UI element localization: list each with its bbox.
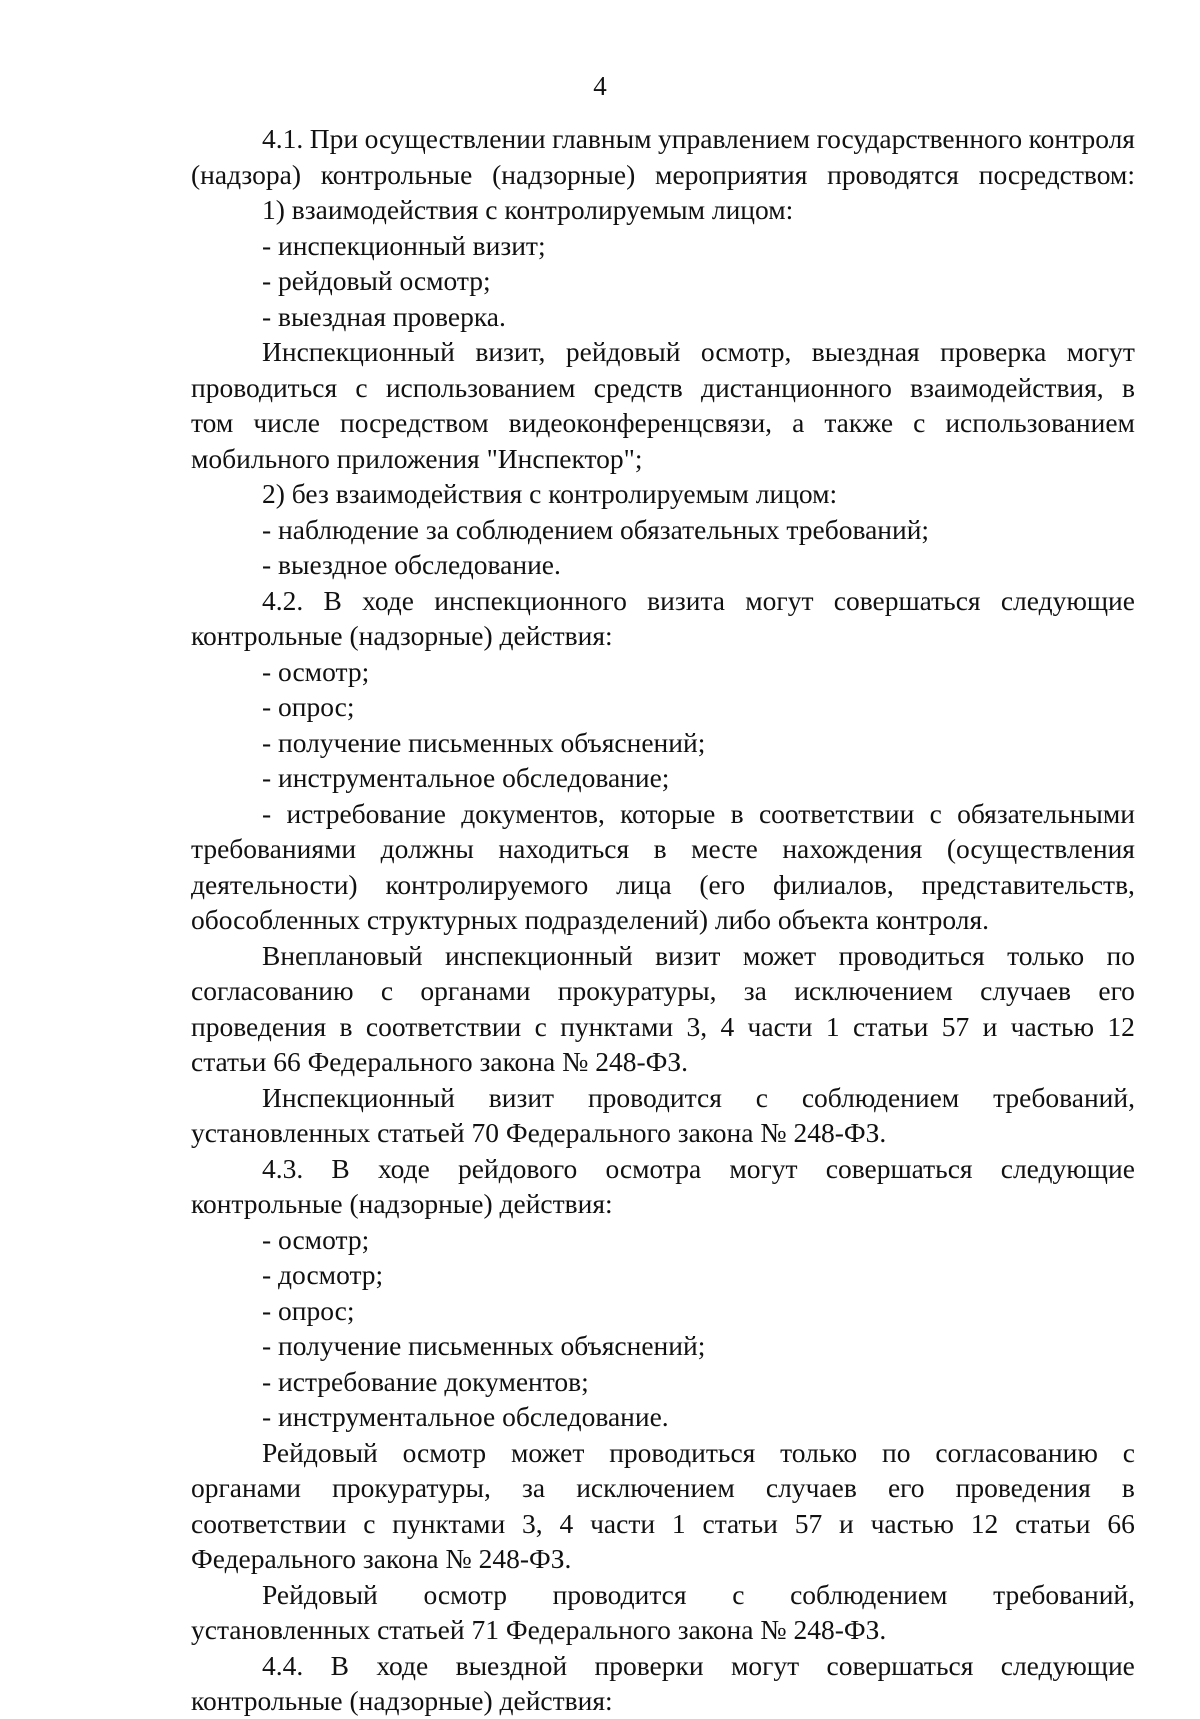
text-line: требованиями должны находиться в месте нахождения (осуществления <box>191 833 1135 864</box>
text-line: - осмотр; <box>262 1223 370 1255</box>
text-line: - опрос; <box>262 1294 355 1326</box>
text-line: - наблюдение за соблюдением обязательных требований; <box>262 513 930 545</box>
text-line: проведения в соответствии с пунктами 3, 4 части 1 статьи 57 и частью 12 <box>191 1010 1135 1042</box>
text-line: (надзора) контрольные (надзорные) мероприятия проводятся посредством: <box>191 158 1135 190</box>
text-line: 1) взаимодействия с контролируемым лицом: <box>262 194 794 225</box>
text-line: контрольные (надзорные) действия: <box>191 620 613 651</box>
text-line: 4.3. В ходе рейдового осмотра могут совершаться следующие <box>262 1152 1135 1184</box>
text-line: - досмотр; <box>262 1259 384 1290</box>
text-line: - инспекционный визит; <box>262 229 546 261</box>
text-line: - рейдовый осмотр; <box>262 265 491 296</box>
text-line: контрольные (надзорные) действия: <box>191 1188 613 1219</box>
text-line: том числе посредством видеоконференцсвязи, а также с использованием <box>191 407 1135 438</box>
text-line: согласованию с органами прокуратуры, за исключением случаев его <box>191 975 1135 1006</box>
text-line: - получение письменных объяснений; <box>262 1330 706 1361</box>
text-line: деятельности) контролируемого лица (его филиалов, представительств, <box>191 868 1135 900</box>
text-line: соответствии с пунктами 3, 4 части 1 статьи 57 и частью 12 статьи 66 <box>191 1507 1135 1539</box>
text-line: проводиться с использованием средств дистанционного взаимодействия, в <box>191 371 1135 403</box>
text-line: - истребование документов, которые в соответствии с обязательными <box>262 797 1135 829</box>
text-line: 4.1. При осуществлении главным управлением государственного контроля <box>262 123 1135 154</box>
text-line: Инспекционный визит, рейдовый осмотр, выездная проверка могут <box>262 336 1135 367</box>
text-line: Рейдовый осмотр может проводиться только по согласованию с <box>262 1436 1135 1468</box>
text-line: 4.4. В ходе выездной проверки могут совершаться следующие <box>262 1649 1135 1681</box>
text-line: органами прокуратуры, за исключением случаев его проведения в <box>191 1472 1135 1503</box>
text-line: - инструментальное обследование. <box>262 1401 669 1432</box>
text-line: установленных статьей 71 Федерального закона № 248-ФЗ. <box>191 1614 887 1645</box>
text-line: Внеплановый инспекционный визит может проводиться только по <box>262 939 1135 971</box>
text-line: Федерального закона № 248-ФЗ. <box>191 1543 572 1574</box>
text-line: мобильного приложения "Инспектор"; <box>191 442 643 474</box>
text-line: - осмотр; <box>262 655 370 687</box>
text-line: - инструментальное обследование; <box>262 762 670 793</box>
text-line: обособленных структурных подразделений) либо объекта контроля. <box>191 904 990 935</box>
text-line: контрольные (надзорные) действия: <box>191 1685 613 1716</box>
page-number: 4 <box>593 71 607 101</box>
text-line: 2) без взаимодействия с контролируемым лицом: <box>262 478 838 509</box>
text-line: Рейдовый осмотр проводится с соблюдением требований, <box>262 1578 1135 1610</box>
document-body <box>191 121 1135 1719</box>
text-line: установленных статьей 70 Федерального закона № 248-ФЗ. <box>191 1117 887 1148</box>
text-line: - истребование документов; <box>262 1365 589 1397</box>
text-line: 4.2. В ходе инспекционного визита могут совершаться следующие <box>262 584 1135 616</box>
text-line: - выездное обследование. <box>262 549 561 580</box>
text-line: - выездная проверка. <box>262 300 506 332</box>
text-line: - получение письменных объяснений; <box>262 726 706 758</box>
text-line: Инспекционный визит проводится с соблюдением требований, <box>262 1081 1135 1113</box>
text-line: статьи 66 Федерального закона № 248-ФЗ. <box>191 1046 688 1077</box>
text-line: - опрос; <box>262 691 355 722</box>
